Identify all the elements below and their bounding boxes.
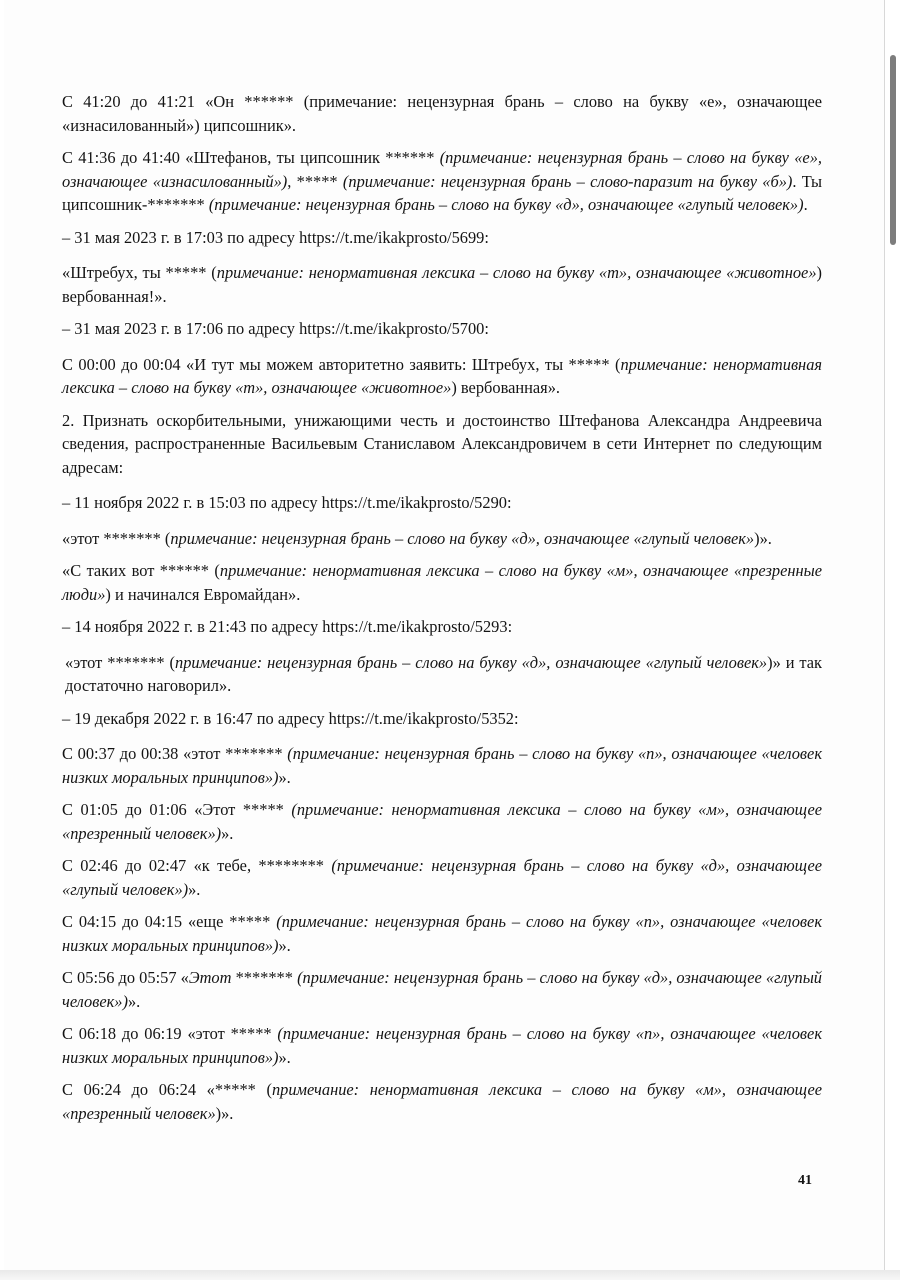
source-entry	[62, 707, 822, 731]
paragraph-text: С 01:05 до 01:06 «Этот *****	[62, 800, 292, 819]
page-bottom-edge	[0, 1270, 900, 1280]
source-entry	[62, 615, 822, 639]
paragraph-text: ) вербованная!».	[62, 263, 823, 306]
paragraph-text: С 00:00 до 00:04 «И тут мы можем авторитетно заявить: Штребух, ты ***** (	[62, 354, 621, 374]
paragraph-text: – 14 ноября 2022 г. в 21:43 по адресу https://t.me/ikakprosto/5293:	[62, 617, 513, 636]
paragraph-text: ) вербованная».	[451, 378, 561, 397]
note-text: (примечание: нецензурная брань – слово на букву «д», означающее «глупый человек»)	[208, 195, 804, 214]
note-text: (примечание: нецензурная брань – слово на букву «д», означающее «глупый человек»)	[62, 856, 823, 899]
note-text: (примечание: нецензурная брань – слово на букву «д», означающее «глупый человек»)	[62, 968, 822, 1011]
paragraph-text: )».	[754, 528, 772, 548]
paragraph-text: С 04:15 до 04:15 «еще *****	[62, 912, 277, 931]
note-text: примечание: нецензурная брань – слово на букву «д», означающее «глупый человек»	[175, 652, 768, 672]
paragraph-text: С 41:36 до 41:40 «Штефанов, ты ципсошник ******	[62, 148, 440, 167]
note-text: (примечание: ненормативная лексика – слово на букву «м», означающее «презренный человек»)	[62, 800, 822, 843]
quote-paragraph	[62, 742, 822, 789]
quote-paragraph	[62, 146, 822, 217]
note-text: примечание: ненормативная лексика – слово на букву «м», означающее «презренные люди»	[62, 561, 822, 604]
source-entry	[62, 226, 822, 250]
paragraph-text: «этот ******* (	[65, 652, 176, 672]
note-text: примечание: ненормативная лексика – слово на букву «т», означающее «животное»	[62, 354, 823, 397]
paragraph-text: ) и начинался Евромайдан».	[105, 584, 301, 604]
paragraph-text: С 02:46 до 02:47 «к тебе, ********	[62, 856, 332, 875]
paragraph-text: *******	[231, 968, 298, 987]
source-entry	[62, 491, 822, 515]
paragraph-text: )».	[215, 1103, 234, 1123]
paragraph-text: С 00:37 до 00:38 «этот *******	[62, 744, 288, 763]
paragraph-text: С 41:20 до 41:21 «Он ****** (примечание: нецензурная брань – слово на букву «е», означающее «изнасилованный») ципсошник».	[62, 92, 822, 135]
note-text: примечание: нецензурная брань – слово на букву «д», означающее «глупый человек»	[170, 528, 755, 548]
paragraph-text: )» и так достаточно наговорил».	[65, 652, 822, 695]
numbered-item	[62, 409, 822, 480]
paragraph-text: С 06:24 до 06:24 «***** (	[62, 1080, 272, 1099]
quote-paragraph	[62, 1078, 822, 1125]
paragraph-text: – 31 мая 2023 г. в 17:03 по адресу https://t.me/ikakprosto/5699:	[62, 227, 489, 247]
note-text: Этот	[188, 968, 232, 987]
paragraph-text: ».	[221, 823, 234, 843]
paragraph-text: – 11 ноября 2022 г. в 15:03 по адресу https://t.me/ikakprosto/5290:	[62, 493, 512, 512]
source-entry	[62, 317, 822, 341]
note-text: (примечание: нецензурная брань – слово на букву «п», означающее «человек низких моральных принципов»)	[62, 912, 822, 955]
paragraph-text: .	[803, 195, 808, 214]
paragraph-text: «С таких вот ****** (	[62, 561, 220, 580]
paragraph-text: «этот ******* (	[62, 528, 171, 548]
paragraph-text: ».	[278, 767, 291, 787]
paragraph-text: . Ты ципсошник-*******	[62, 171, 822, 214]
paragraph-text: С 05:56 до 05:57 «	[62, 968, 189, 987]
document-body	[62, 90, 822, 1134]
scrollbar-thumb[interactable]	[890, 55, 896, 245]
scrollbar[interactable]	[890, 50, 896, 250]
paragraph-text: «Штребух, ты ***** (	[62, 263, 217, 282]
paragraph-text: С 06:18 до 06:19 «этот *****	[62, 1024, 278, 1043]
paragraph-text: ».	[278, 1047, 291, 1067]
paragraph-text: – 19 декабря 2022 г. в 16:47 по адресу https://t.me/ikakprosto/5352:	[62, 708, 519, 728]
quote-paragraph	[62, 966, 822, 1013]
paragraph-text: , *****	[287, 171, 343, 191]
quote-paragraph	[62, 651, 822, 698]
page-number: 41	[798, 1173, 812, 1188]
quote-paragraph	[62, 353, 822, 400]
note-text: примечание: ненормативная лексика – слово на букву «т», означающее «животное»	[216, 263, 817, 282]
note-text: (примечание: нецензурная брань – слово на букву «е», означающее «изнасилованный»)	[62, 148, 823, 191]
note-text: примечание: ненормативная лексика – слово на букву «м», означающее «презренный человек»	[62, 1080, 822, 1123]
quote-paragraph	[62, 1022, 822, 1069]
paragraph-text: 2. Признать оскорбительными, унижающими честь и достоинство Штефанова Александра Андреевича сведения, распространенные Васильевым Станиславом Александровичем в сети Интернет по следующим адресам:	[62, 410, 822, 477]
quote-paragraph	[62, 910, 822, 957]
paragraph-text: ».	[278, 935, 291, 955]
paragraph-text: ».	[188, 879, 201, 899]
paragraph-text: – 31 мая 2023 г. в 17:06 по адресу https://t.me/ikakprosto/5700:	[62, 319, 489, 338]
quote-paragraph	[62, 527, 822, 551]
quote-paragraph	[62, 261, 822, 308]
quote-paragraph	[62, 854, 822, 901]
note-text: (примечание: нецензурная брань – слово-паразит на букву «б»)	[342, 171, 793, 191]
quote-paragraph	[62, 90, 822, 137]
quote-paragraph	[62, 798, 822, 845]
quote-paragraph	[62, 559, 822, 606]
note-text: (примечание: нецензурная брань – слово на букву «п», означающее «человек низких моральных принципов»)	[62, 1024, 822, 1067]
paragraph-text: ».	[127, 991, 141, 1011]
note-text: (примечание: нецензурная брань – слово на букву «п», означающее «человек низких моральных принципов»)	[62, 744, 822, 787]
